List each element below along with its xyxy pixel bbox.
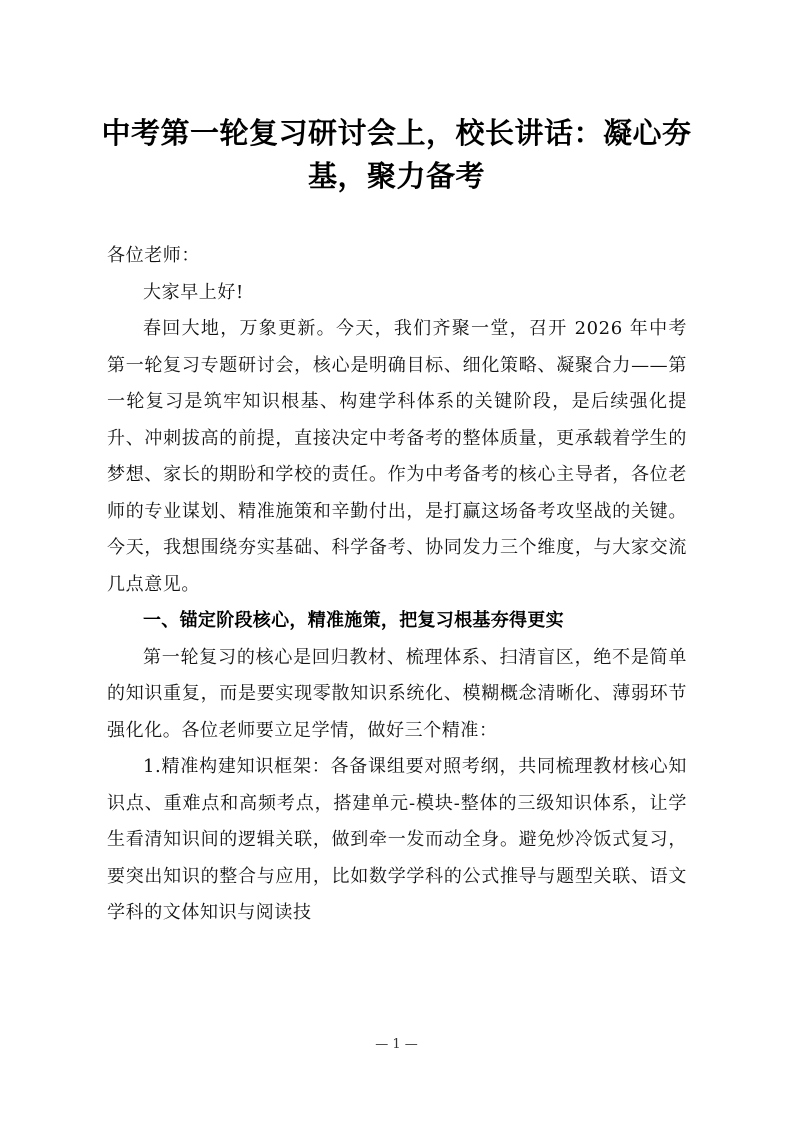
page-number: — 1 — [375,1037,418,1052]
salutation: 各位老师： [107,245,200,266]
greeting: 大家早上好! [143,281,244,303]
section-1-intro: 第一轮复习的核心是回归教材、梳理体系、扫清盲区，绝不是简单的知识重复，而是要实现零散知识系统化、模糊概念清晰化、薄弱环节强化化。各位老师要立足学情，做好三个精准： [107,646,687,741]
intro-paragraph: 春回大地，万象更新。今天，我们齐聚一堂，召开 2026 年中考第一轮复习专题研讨会，核心是明确目标、细化策略、凝聚合力——第一轮复习是筑牢知识根基、构建学科体系的关键阶段，是后续强化提升、冲刺拔高的前提，直接决定中考备考的整体质量，更承载着学生的梦想、家长的期盼和学校的责任。作为中考备考的核心主导者，各位老师的专业谋划、精准施策和辛勤付出，是打赢这场备考攻坚战的关键。今天，我想围绕夯实基础、科学备考、协同发力三个维度，与大家交流几点意见。 [107,318,687,595]
document-body [107,238,687,932]
document-title: 中考第一轮复习研讨会上，校长讲话：凝心夯基，聚力备考 [101,116,692,193]
section-1-point-1: 1.精准构建知识框架：各备课组要对照考纲，共同梳理教材核心知识点、重难点和高频考点，搭建单元-模块-整体的三级知识体系，让学生看清知识间的逻辑关联，做到牵一发而动全身。避免炒冷饭式复习，要突出知识的整合与应用，比如数学学科的公式推导与题型关联、语文学科的文体知识与阅读技 [107,756,687,923]
section-heading-1: 一、锚定阶段核心，精准施策，把复习根基夯得更实 [143,610,564,631]
